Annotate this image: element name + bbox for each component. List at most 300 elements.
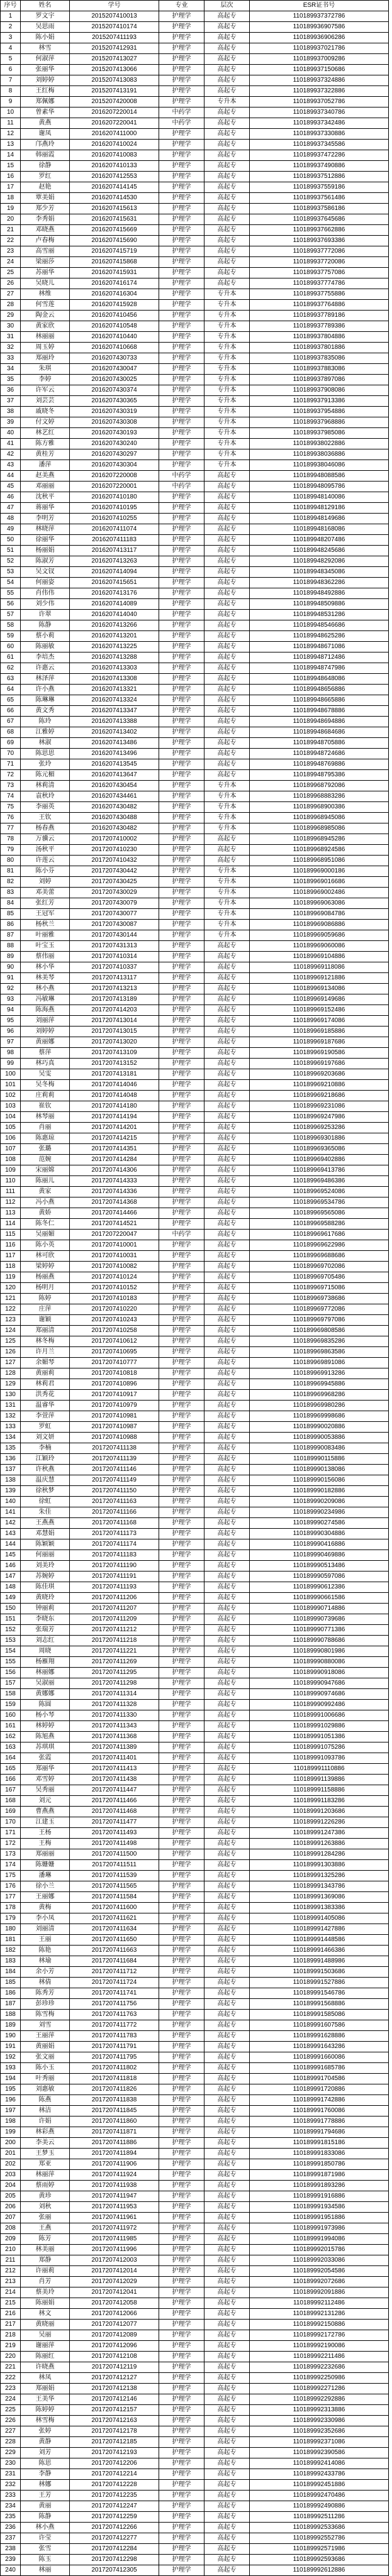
cell-level: 高起专 — [204, 994, 250, 1005]
cell-student-id: 2017207414194 — [70, 1112, 159, 1123]
cell-certificate: 110189969688686 — [250, 1251, 389, 1262]
cell-student-id: 2017207412185 — [70, 2437, 159, 2448]
cell-major: 护理学 — [159, 845, 204, 856]
cell-level: 高起专 — [204, 1240, 250, 1251]
table-row — [1, 2352, 389, 2362]
cell-level: 高起专 — [204, 1678, 250, 1689]
cell-major: 护理学 — [159, 759, 204, 770]
table-row — [1, 2149, 389, 2159]
cell-certificate: 110189992015786 — [250, 2245, 389, 2255]
cell-level: 高起专 — [204, 246, 250, 257]
cell-name: 林洁 — [21, 2106, 70, 2116]
cell-level: 高起专 — [204, 2202, 250, 2213]
cell-name: 张璐 — [21, 1144, 70, 1155]
cell-certificate: 110189937985086 — [250, 428, 389, 439]
cell-student-id: 2017207411209 — [70, 1614, 159, 1625]
table-row — [1, 1251, 389, 1262]
cell-level: 高起专 — [204, 1144, 250, 1155]
cell-level: 高起专 — [204, 2501, 250, 2512]
cell-major: 护理学 — [159, 1764, 204, 1775]
cell-certificate: 110189938036886 — [250, 449, 389, 460]
cell-index: 212 — [1, 2266, 21, 2277]
cell-name: 陈冬仁 — [21, 1219, 70, 1230]
cell-level: 高起专 — [204, 225, 250, 236]
cell-student-id: 2016207413347 — [70, 706, 159, 717]
cell-certificate: 110189990304886 — [250, 1529, 389, 1539]
table-row — [1, 2266, 389, 2277]
cell-certificate: 110189991871986 — [250, 2170, 389, 2181]
cell-student-id: 2016207413388 — [70, 717, 159, 727]
cell-major: 护理学 — [159, 1443, 204, 1454]
cell-index: 101 — [1, 1080, 21, 1091]
cell-index: 155 — [1, 1657, 21, 1668]
table-row — [1, 2491, 389, 2501]
cell-index: 179 — [1, 1913, 21, 1924]
cell-certificate: 110189969968286 — [250, 1390, 389, 1401]
table-row — [1, 193, 389, 204]
cell-major: 护理学 — [159, 43, 204, 54]
cell-name: 张雪 — [21, 2544, 70, 2555]
cell-certificate: 110189937774786 — [250, 278, 389, 289]
cell-name: 黄珍 — [21, 2191, 70, 2202]
cell-student-id: 2017207411138 — [70, 1443, 159, 1454]
cell-level: 高起专 — [204, 1262, 250, 1272]
cell-level: 高起专 — [204, 268, 250, 278]
cell-student-id: 2017207410152 — [70, 1283, 159, 1294]
cell-index: 3 — [1, 33, 21, 43]
table-row — [1, 204, 389, 214]
cell-student-id: 2016207412553 — [70, 172, 159, 182]
table-row — [1, 1988, 389, 1999]
table-row — [1, 1807, 389, 1817]
cell-student-id: 2017207410243 — [70, 1315, 159, 1326]
cell-index: 182 — [1, 1946, 21, 1956]
cell-certificate: 110189968883286 — [250, 791, 389, 802]
cell-certificate: 110189990974686 — [250, 1689, 389, 1700]
cell-major: 护理学 — [159, 140, 204, 150]
cell-certificate: 110189969174086 — [250, 1016, 389, 1027]
table-row — [1, 1112, 389, 1123]
cell-level: 高起专 — [204, 2170, 250, 2181]
cell-index: 186 — [1, 1988, 21, 1999]
cell-index: 208 — [1, 2223, 21, 2234]
cell-level: 专升本 — [204, 407, 250, 417]
cell-student-id: 2017207412228 — [70, 2480, 159, 2491]
cell-major: 护理学 — [159, 2416, 204, 2426]
cell-major: 护理学 — [159, 2405, 204, 2416]
table-row — [1, 1732, 389, 1742]
cell-student-id: 2017207411826 — [70, 2084, 159, 2095]
cell-name: 邝燕玲 — [21, 140, 70, 150]
cell-level: 高起专 — [204, 1187, 250, 1197]
cell-student-id: 2017207411838 — [70, 2095, 159, 2106]
table-row — [1, 2213, 389, 2223]
cell-index: 34 — [1, 364, 21, 375]
cell-level: 高起专 — [204, 2320, 250, 2330]
cell-index: 169 — [1, 1807, 21, 1817]
cell-major: 护理学 — [159, 578, 204, 588]
cell-level: 专升本 — [204, 300, 250, 311]
cell-certificate: 110189937330886 — [250, 129, 389, 140]
cell-student-id: 2017207410432 — [70, 856, 159, 866]
cell-name: 许莹 — [21, 2533, 70, 2544]
cell-student-id: 2017207412066 — [70, 2309, 159, 2320]
table-row — [1, 2384, 389, 2394]
cell-certificate: 110189969534786 — [250, 1197, 389, 1208]
cell-index: 106 — [1, 1133, 21, 1144]
cell-certificate: 110189990739686 — [250, 1614, 389, 1625]
cell-certificate: 110189969705486 — [250, 1272, 389, 1283]
cell-student-id: 2017207410183 — [70, 1294, 159, 1304]
cell-major: 护理学 — [159, 289, 204, 300]
cell-level: 高起专 — [204, 2042, 250, 2052]
cell-index: 200 — [1, 2138, 21, 2149]
cell-index: 86 — [1, 920, 21, 930]
cell-student-id: 2017207411146 — [70, 1465, 159, 1475]
cell-student-id: 2017207412146 — [70, 2394, 159, 2405]
cell-major: 护理学 — [159, 2020, 204, 2031]
cell-certificate: 110189990597086 — [250, 1571, 389, 1582]
cell-student-id: 2017207414466 — [70, 1208, 159, 1219]
cell-student-id: 2016207410548 — [70, 321, 159, 332]
cell-name: 黄燕 — [21, 118, 70, 129]
cell-major: 护理学 — [159, 97, 204, 107]
table-row — [1, 2309, 389, 2320]
cell-student-id: 2017207411924 — [70, 2170, 159, 2181]
table-row — [1, 2480, 389, 2491]
cell-level: 高起专 — [204, 1112, 250, 1123]
cell-name: 陈婷 — [21, 1294, 70, 1304]
cell-index: 21 — [1, 225, 21, 236]
cell-level: 专升本 — [204, 332, 250, 343]
cell-index: 119 — [1, 1272, 21, 1283]
table-row — [1, 866, 389, 877]
cell-name: 刘雪 — [21, 2020, 70, 2031]
cell-name: 林彩燕 — [21, 2127, 70, 2138]
cell-major: 护理学 — [159, 1657, 204, 1668]
cell-certificate: 110189969231086 — [250, 1101, 389, 1112]
cell-index: 135 — [1, 1443, 21, 1454]
table-row — [1, 1443, 389, 1454]
table-row — [1, 2138, 389, 2149]
cell-index: 197 — [1, 2106, 21, 2116]
cell-level: 高起专 — [204, 2084, 250, 2095]
cell-name: 张丽华 — [21, 65, 70, 75]
cell-name: 徐虹 — [21, 1497, 70, 1507]
table-row — [1, 1935, 389, 1946]
cell-major: 护理学 — [159, 2266, 204, 2277]
cell-student-id: 2016207430319 — [70, 407, 159, 417]
cell-index: 33 — [1, 353, 21, 364]
cell-level: 高起专 — [204, 1978, 250, 1988]
cell-name: 李小凤 — [21, 1913, 70, 1924]
cell-level: 高起专 — [204, 2523, 250, 2533]
cell-student-id: 2016207413324 — [70, 695, 159, 706]
cell-level: 高起专 — [204, 1176, 250, 1187]
cell-certificate: 110189969772086 — [250, 1304, 389, 1315]
cell-major: 护理学 — [159, 1486, 204, 1497]
cell-level: 高起专 — [204, 1753, 250, 1764]
table-row — [1, 129, 389, 140]
cell-certificate: 110189990714886 — [250, 1604, 389, 1614]
cell-level: 高起专 — [204, 2555, 250, 2565]
cell-name: 刘惠敏 — [21, 2084, 70, 2095]
cell-index: 105 — [1, 1123, 21, 1133]
cell-major: 护理学 — [159, 1294, 204, 1304]
cell-student-id: 2017207430029 — [70, 888, 159, 898]
cell-level: 高起专 — [204, 214, 250, 225]
table-row — [1, 738, 389, 749]
table-row — [1, 214, 389, 225]
cell-student-id: 2016207413176 — [70, 588, 159, 599]
cell-student-id: 2017207411298 — [70, 1678, 159, 1689]
cell-index: 63 — [1, 674, 21, 685]
cell-level: 高起专 — [204, 2352, 250, 2362]
cell-name: 肖丽 — [21, 1123, 70, 1133]
cell-index: 2 — [1, 22, 21, 33]
table-row — [1, 97, 389, 107]
cell-index: 190 — [1, 2031, 21, 2042]
cell-major: 护理学 — [159, 2458, 204, 2469]
cell-index: 65 — [1, 695, 21, 706]
cell-index: 124 — [1, 1326, 21, 1336]
table-row — [1, 1123, 389, 1133]
cell-student-id: 2017207414048 — [70, 1091, 159, 1101]
cell-student-id: 2017207414336 — [70, 1187, 159, 1197]
cell-certificate: 110189969565086 — [250, 1208, 389, 1219]
cell-index: 178 — [1, 1903, 21, 1913]
cell-index: 73 — [1, 781, 21, 791]
cell-major: 护理学 — [159, 1422, 204, 1433]
cell-name: 蔡雨婷 — [21, 2181, 70, 2191]
cell-level: 专升本 — [204, 311, 250, 321]
table-row — [1, 2373, 389, 2384]
cell-certificate: 110189937009286 — [250, 54, 389, 65]
cell-name: 洪秀花 — [21, 1390, 70, 1401]
cell-major: 护理学 — [159, 1571, 204, 1582]
cell-name: 林泽萍 — [21, 674, 70, 685]
cell-certificate: 110189990612386 — [250, 1582, 389, 1593]
cell-level: 高起专 — [204, 1582, 250, 1593]
cell-index: 228 — [1, 2437, 21, 2448]
cell-major: 中药学 — [159, 482, 204, 492]
table-row — [1, 834, 389, 845]
cell-major: 护理学 — [159, 182, 204, 193]
cell-level: 高起专 — [204, 1881, 250, 1892]
cell-student-id: 2017207411447 — [70, 1785, 159, 1796]
cell-certificate: 110189937586186 — [250, 204, 389, 214]
cell-level: 高起专 — [204, 2138, 250, 2149]
cell-major: 护理学 — [159, 2352, 204, 2362]
cell-student-id: 2017207411500 — [70, 1849, 159, 1860]
table-row — [1, 1946, 389, 1956]
table-row — [1, 1999, 389, 2010]
cell-student-id: 2016207411074 — [70, 524, 159, 535]
cell-certificate: 110189969622986 — [250, 1240, 389, 1251]
cell-index: 134 — [1, 1433, 21, 1443]
cell-certificate: 110189991685786 — [250, 2063, 389, 2074]
table-row — [1, 941, 389, 952]
cell-level: 高起专 — [204, 11, 250, 22]
cell-name: 陈静 — [21, 620, 70, 631]
cell-student-id: 2017207411584 — [70, 1892, 159, 1903]
cell-certificate: 110189991951886 — [250, 2213, 389, 2223]
cell-certificate: 110189991006686 — [250, 1710, 389, 1721]
cell-student-id: 2017207411193 — [70, 1582, 159, 1593]
table-row — [1, 1817, 389, 1828]
cell-major: 护理学 — [159, 460, 204, 471]
table-row — [1, 877, 389, 888]
cell-student-id: 2016207430297 — [70, 449, 159, 460]
cell-name: 蔡小莉 — [21, 631, 70, 642]
cell-level: 专升本 — [204, 353, 250, 364]
cell-index: 53 — [1, 567, 21, 578]
cell-name: 郑丽丽 — [21, 1849, 70, 1860]
cell-level: 高起专 — [204, 2234, 250, 2245]
cell-certificate: 110189990992486 — [250, 1700, 389, 1710]
cell-name: 郑丽清 — [21, 1326, 70, 1336]
cell-certificate: 110189937645686 — [250, 214, 389, 225]
cell-index: 5 — [1, 54, 21, 65]
cell-major: 护理学 — [159, 2149, 204, 2159]
cell-major: 护理学 — [159, 2116, 204, 2127]
table-row — [1, 2052, 389, 2063]
cell-name: 陈琳琳 — [21, 695, 70, 706]
cell-major: 护理学 — [159, 642, 204, 652]
cell-name: 梁丽莎 — [21, 257, 70, 268]
cell-certificate: 110189948492886 — [250, 588, 389, 599]
cell-student-id: 2017207430087 — [70, 920, 159, 930]
cell-level: 高起专 — [204, 2277, 250, 2287]
cell-index: 56 — [1, 599, 21, 610]
table-row — [1, 984, 389, 994]
cell-major: 护理学 — [159, 909, 204, 920]
cell-student-id: 2017207412108 — [70, 2352, 159, 2362]
cell-student-id: 2017207411763 — [70, 2010, 159, 2020]
table-row — [1, 898, 389, 909]
table-row — [1, 1197, 389, 1208]
cell-major: 护理学 — [159, 2170, 204, 2181]
cell-index: 140 — [1, 1497, 21, 1507]
cell-name: 许月兰 — [21, 1347, 70, 1358]
cell-index: 68 — [1, 727, 21, 738]
cell-level: 高起专 — [204, 2063, 250, 2074]
cell-level: 高起专 — [204, 727, 250, 738]
cell-level: 高起专 — [204, 1892, 250, 1903]
table-row — [1, 22, 389, 33]
cell-major: 护理学 — [159, 813, 204, 823]
cell-name: 黄家欣 — [21, 321, 70, 332]
cell-level: 高起专 — [204, 471, 250, 482]
cell-level: 专升本 — [204, 321, 250, 332]
cell-index: 148 — [1, 1582, 21, 1593]
cell-certificate: 110189968792086 — [250, 781, 389, 791]
cell-student-id: 2017207411938 — [70, 2181, 159, 2191]
table-row — [1, 2469, 389, 2480]
cell-level: 高起专 — [204, 1208, 250, 1219]
cell-index: 222 — [1, 2373, 21, 2384]
cell-level: 高起专 — [204, 546, 250, 556]
cell-major: 护理学 — [159, 856, 204, 866]
cell-index: 175 — [1, 1871, 21, 1881]
cell-certificate: 110189992552786 — [250, 2533, 389, 2544]
table-row — [1, 1315, 389, 1326]
cell-certificate: 110189948509886 — [250, 599, 389, 610]
cell-major: 护理学 — [159, 1978, 204, 1988]
cell-student-id: 2017207411438 — [70, 1775, 159, 1785]
cell-name: 范婉 — [21, 1155, 70, 1165]
table-row — [1, 1497, 389, 1507]
cell-name: 罗虹 — [21, 1422, 70, 1433]
cell-index: 54 — [1, 578, 21, 588]
cell-student-id: 2017207411684 — [70, 1956, 159, 1967]
cell-student-id: 2016207414089 — [70, 599, 159, 610]
table-row — [1, 1604, 389, 1614]
cell-index: 26 — [1, 278, 21, 289]
cell-name: 陈丽敏 — [21, 642, 70, 652]
cell-student-id: 2016207220001 — [70, 482, 159, 492]
cell-major: 护理学 — [159, 1059, 204, 1069]
table-row — [1, 1518, 389, 1529]
cell-level: 高起专 — [204, 1646, 250, 1657]
cell-student-id: 2017207410896 — [70, 1379, 159, 1390]
cell-major: 护理学 — [159, 781, 204, 791]
cell-index: 130 — [1, 1390, 21, 1401]
table-row — [1, 1027, 389, 1037]
cell-student-id: 2017207412277 — [70, 2533, 159, 2544]
cell-index: 80 — [1, 856, 21, 866]
cell-index: 196 — [1, 2095, 21, 2106]
cell-major: 护理学 — [159, 1903, 204, 1913]
cell-student-id: 2016207411000 — [70, 129, 159, 140]
cell-name: 沈秋平 — [21, 492, 70, 503]
cell-certificate: 110189937512886 — [250, 172, 389, 182]
cell-student-id: 2017207411906 — [70, 2159, 159, 2170]
cell-level: 高起专 — [204, 172, 250, 182]
cell-student-id: 2017207411173 — [70, 1529, 159, 1539]
cell-certificate: 110189937968886 — [250, 417, 389, 428]
table-row — [1, 246, 389, 257]
table-row — [1, 482, 389, 492]
table-row — [1, 1272, 389, 1283]
table-row — [1, 278, 389, 289]
cell-name: 刘志红 — [21, 1636, 70, 1646]
cell-name: 邓美蕾 — [21, 888, 70, 898]
cell-index: 38 — [1, 407, 21, 417]
cell-index: 41 — [1, 439, 21, 449]
cell-certificate: 110189990918086 — [250, 1668, 389, 1678]
cell-certificate: 110189948712486 — [250, 652, 389, 663]
cell-major: 护理学 — [159, 952, 204, 962]
cell-level: 高起专 — [204, 2191, 250, 2202]
cell-level: 高起专 — [204, 503, 250, 514]
cell-certificate: 110189992271286 — [250, 2384, 389, 2394]
cell-index: 96 — [1, 1027, 21, 1037]
table-row — [1, 1742, 389, 1753]
cell-index: 126 — [1, 1347, 21, 1358]
cell-name: 黄丽娜 — [21, 1037, 70, 1048]
cell-certificate: 110189937372786 — [250, 11, 389, 22]
cell-certificate: 110189991527886 — [250, 1978, 389, 1988]
cell-certificate: 110189992352686 — [250, 2426, 389, 2437]
cell-certificate: 110189992112486 — [250, 2298, 389, 2309]
cell-index: 122 — [1, 1304, 21, 1315]
cell-certificate: 110189937720086 — [250, 257, 389, 268]
cell-major: 护理学 — [159, 1668, 204, 1678]
cell-index: 192 — [1, 2052, 21, 2063]
cell-name: 何雪莲 — [21, 300, 70, 311]
cell-name: 陈丽娟 — [21, 2298, 70, 2309]
